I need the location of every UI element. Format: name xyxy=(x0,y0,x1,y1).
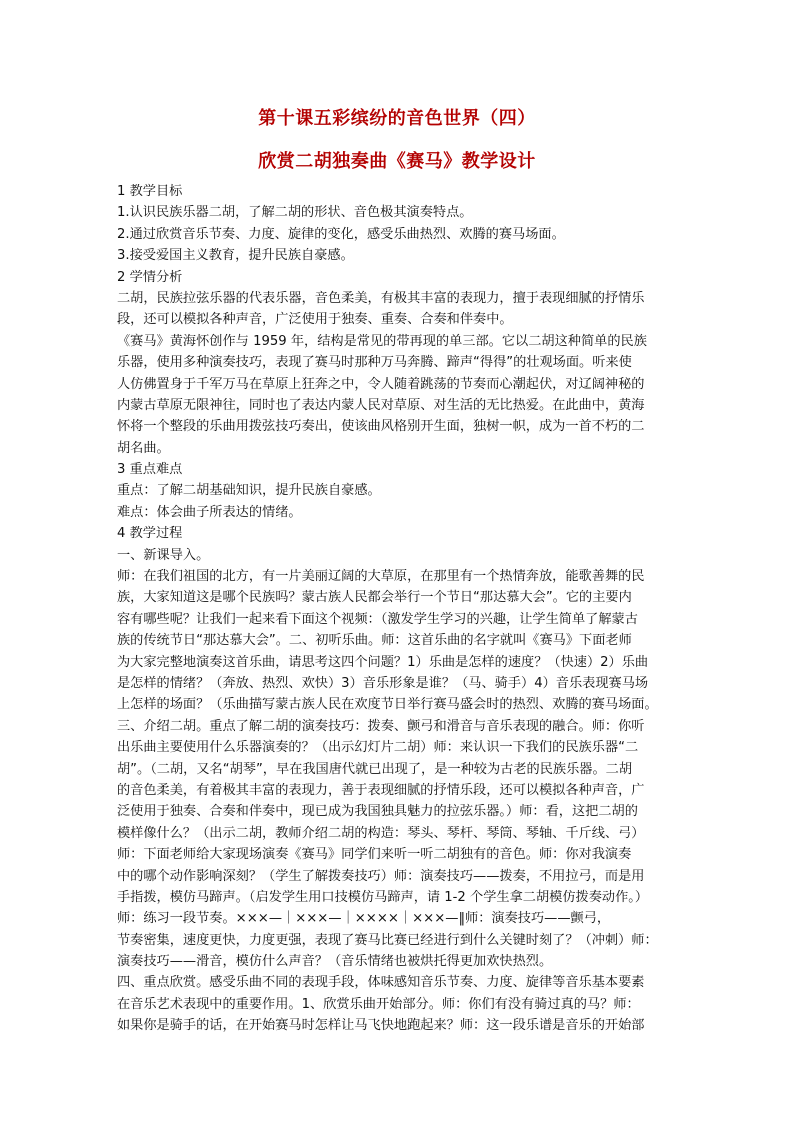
text-line: 一、新课导入。 xyxy=(117,547,210,563)
text-line: 为大家完整地演奏这首乐曲，请思考这四个问题？1）乐曲是怎样的速度？（快速）2）乐曲 xyxy=(117,654,649,670)
lesson-subtitle: 欣赏二胡独奏曲《赛马》教学设计 xyxy=(258,151,536,172)
text-line: 乐器，使用多种演奏技巧，表现了赛马时那种万马奔腾、蹄声“得得”的壮观场面。听来使 xyxy=(117,355,632,371)
text-line: 1 教学目标 xyxy=(117,184,183,199)
text-line: 4 教学过程 xyxy=(117,526,183,542)
text-line: 2.通过欣赏音乐节奏、力度、旋律的变化，感受乐曲热烈、欢腾的赛马场面。 xyxy=(117,226,565,242)
text-line: 胡”。（二胡，又名“胡琴”，早在我国唐代就已出现了，是一种较为古老的民族乐器。二胡 xyxy=(117,761,633,777)
text-line: 1.认识民族乐器二胡，了解二胡的形状、音色极其演奏特点。 xyxy=(117,205,473,221)
text-line: 师：练习一段节奏。×××—｜×××—｜××××｜×××—‖师：演奏技巧——颤弓， xyxy=(117,911,611,927)
text-line: 人仿佛置身于千军万马在草原上狂奔之中，令人随着跳荡的节奏而心潮起伏，对辽阔神秘的 xyxy=(117,376,645,392)
text-line: 内蒙古草原无限神往，同时也了表达内蒙人民对草原、对生活的无比热爱。在此曲中，黄海 xyxy=(117,397,645,413)
text-line: 上怎样的场面？（乐曲描写蒙古族人民在欢度节日举行赛马盛会时的热烈、欢腾的赛马场面。 xyxy=(117,697,658,713)
text-line: 师：下面老师给大家现场演奏《赛马》同学们来听一听二胡独有的音色。师：你对我演奏 xyxy=(117,847,632,863)
text-line: 泛使用于独奏、合奏和伴奏中，现已成为我国独具魅力的拉弦乐器。）师：看，这把二胡的 xyxy=(117,804,638,820)
text-line: 《赛马》黄海怀创作与 1959 年，结构是常见的带再现的单三部。它以二胡这种简单的民族 xyxy=(117,333,647,349)
text-line: 四、重点欣赏。感受乐曲不同的表现手段，体味感知音乐节奏、力度、旋律等音乐基本要素 xyxy=(117,975,645,991)
text-line: 出乐曲主要使用什么乐器演奏的？（出示幻灯片二胡）师：来认识一下我们的民族乐器“二 xyxy=(117,740,639,756)
text-line: 3 重点难点 xyxy=(117,462,183,478)
text-line: 段，还可以模拟各种声音，广泛使用于独奏、重奏、合奏和伴奏中。 xyxy=(117,312,513,328)
text-line: 如果你是骑手的话，在开始赛马时怎样让马飞快地跑起来？师：这一段乐谱是音乐的开始部 xyxy=(117,1018,645,1034)
text-line: 二胡，民族拉弦乐器的代表乐器，音色柔美，有极其丰富的表现力，擅于表现细腻的抒情乐 xyxy=(117,290,645,306)
text-line: 2 学情分析 xyxy=(117,269,183,285)
text-line: 的音色柔美，有着极其丰富的表现力，善于表现细腻的抒情乐段，还可以模拟各种声音，广 xyxy=(117,782,645,798)
text-line: 演奏技巧——滑音，模仿什么声音？（音乐情绪也被烘托得更加欢快热烈。 xyxy=(117,954,553,970)
lesson-title: 第十课五彩缤纷的音色世界（四） xyxy=(258,108,536,129)
text-line: 重点：了解二胡基础知识，提升民族自豪感。 xyxy=(117,483,381,499)
text-line: 中的哪个动作影响深刻？（学生了解拨奏技巧）师：演奏技巧——拨奏，不用拉弓，而是用 xyxy=(117,868,645,884)
text-line: 胡名曲。 xyxy=(117,440,170,456)
text-line: 族，大家知道这是哪个民族吗？蒙古族人民都会举行一个节日“那达慕大会”。它的主要内 xyxy=(117,590,632,606)
text-line: 手指拨，模仿马蹄声。（启发学生用口技模仿马蹄声，请 1-2 个学生拿二胡模仿拨奏动作。） xyxy=(117,889,649,905)
text-line: 族的传统节日“那达慕大会”。二、初听乐曲。师：这首乐曲的名字就叫《赛马》下面老师 xyxy=(117,633,632,649)
text-line: 怀将一个整段的乐曲用拨弦技巧奏出，使该曲风格别开生面，独树一帜，成为一首不朽的二 xyxy=(117,419,645,435)
text-line: 在音乐艺术表现中的重要作用。1、欣赏乐曲开始部分。师：你们有没有骑过真的马？师： xyxy=(117,996,640,1012)
text-line: 师：在我们祖国的北方，有一片美丽辽阔的大草原，在那里有一个热情奔放，能歌善舞的民 xyxy=(117,569,645,585)
document-body xyxy=(117,181,685,1037)
text-line: 是怎样的情绪？（奔放、热烈、欢快）3）音乐形象是谁？（马、骑手）4）音乐表现赛马场 xyxy=(117,675,649,691)
text-line: 三、介绍二胡。重点了解二胡的演奏技巧：拨奏、颤弓和滑音与音乐表现的融合。师：你听 xyxy=(117,718,645,734)
text-line: 难点：体会曲子所表达的情绪。 xyxy=(117,504,302,520)
text-line: 节奏密集，速度更快，力度更强，表现了赛马比赛已经进行到什么关键时刻了？（冲刺）师： xyxy=(117,932,658,948)
text-line: 3.接受爱国主义教育，提升民族自豪感。 xyxy=(117,248,354,264)
text-line: 容有哪些呢？让我们一起来看下面这个视频：（激发学生学习的兴趣，让学生简单了解蒙古 xyxy=(117,611,638,627)
text-line: 模样像什么？（出示二胡，教师介绍二胡的构造：琴头、琴杆、琴筒、琴轴、千斤线、弓） xyxy=(117,825,645,841)
